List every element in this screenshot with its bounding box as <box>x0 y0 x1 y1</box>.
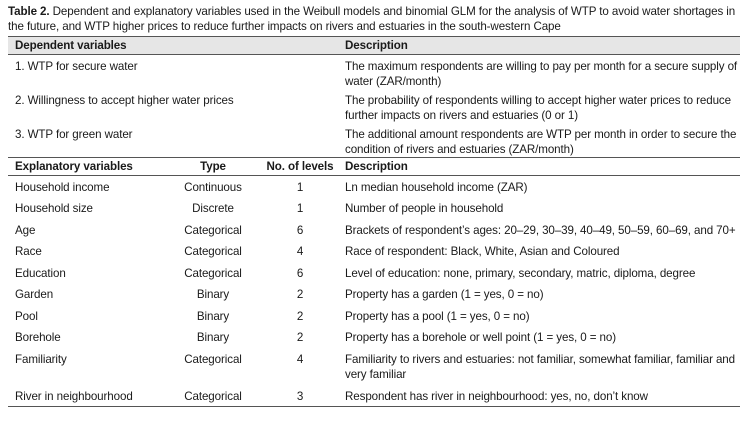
variable-cell: Familiarity <box>15 352 67 366</box>
levels-cell: 4 <box>296 245 304 258</box>
type-cell: Binary <box>196 288 230 301</box>
type-cell: Discrete <box>192 202 234 215</box>
variable-cell: Pool <box>15 309 38 323</box>
dependent-description-header: Description <box>339 37 740 55</box>
explanatory-header-row <box>8 158 740 176</box>
type-cell: Binary <box>196 309 230 323</box>
description-cell: Property has a garden (1 = yes, 0 = no) <box>345 288 544 301</box>
type-cell: Categorical <box>165 385 261 407</box>
dependent-variables-header: Dependent variables <box>8 37 339 55</box>
table-row <box>8 348 740 385</box>
variable-cell: Race <box>15 245 42 258</box>
table-row <box>8 219 740 241</box>
variable-cell: Garden <box>15 288 54 301</box>
dependent-variable: 2. Willingness to accept higher water prices <box>15 94 234 107</box>
type-cell: Binary <box>196 331 230 344</box>
description-cell: Race of respondent: Black, White, Asian and Coloured <box>345 245 620 258</box>
variable-cell: Education <box>15 266 66 280</box>
type-cell: Continuous <box>184 181 242 194</box>
description-cell: Ln median household income (ZAR) <box>345 181 528 194</box>
table-row <box>8 197 740 219</box>
dependent-description: The maximum respondents are willing to pay per month for a secure supply of water (ZAR/month) <box>345 60 738 88</box>
type-cell: Categorical <box>184 223 242 237</box>
variable-cell: Age <box>15 223 36 237</box>
table-row <box>8 305 740 327</box>
caption-text: Dependent and explanatory variables used in the Weibull models and binomial GLM for the analysis of WTP to avoid water shortages in the future, and WTP higher prices to reduce further impacts on rivers and estuaries in the south-western Cape <box>8 5 736 33</box>
variable-cell: Household size <box>15 202 93 215</box>
type-header: Type <box>165 158 261 176</box>
description-cell: Familiarity to rivers and estuaries: not familiar, somewhat familiar, familiar and very familiar <box>345 352 735 381</box>
dependent-variable: 1. WTP for secure water <box>15 60 138 73</box>
variable-cell: River in neighbourhood <box>8 385 165 407</box>
levels-cell: 2 <box>296 331 304 344</box>
table-row <box>8 262 740 284</box>
table-row <box>8 283 740 305</box>
explanatory-description-header: Description <box>339 158 740 176</box>
levels-cell: 2 <box>296 288 304 301</box>
levels-header: No. of levels <box>261 158 339 176</box>
dependent-row <box>8 89 740 123</box>
description-cell: Brackets of respondent’s ages: 20–29, 30–39, 40–49, 50–59, 60–69, and 70+ <box>345 223 736 237</box>
variables-table <box>8 36 740 407</box>
table-row <box>8 385 740 407</box>
dependent-header-row <box>8 37 740 55</box>
table-label: Table 2. <box>8 5 50 18</box>
description-cell: Respondent has river in neighbourhood: yes, no, don’t know <box>339 385 740 407</box>
description-cell: Number of people in household <box>345 202 504 215</box>
levels-cell: 6 <box>296 266 304 280</box>
dependent-row <box>8 123 740 158</box>
description-cell: Property has a pool (1 = yes, 0 = no) <box>345 309 530 323</box>
type-cell: Categorical <box>184 352 242 366</box>
table-caption <box>8 4 740 34</box>
type-cell: Categorical <box>184 266 242 280</box>
levels-cell: 4 <box>296 352 304 366</box>
table-row <box>8 176 740 198</box>
levels-cell: 2 <box>296 309 304 323</box>
description-cell: Level of education: none, primary, secondary, matric, diploma, degree <box>345 266 696 280</box>
dependent-variable: 3. WTP for green water <box>15 128 133 141</box>
variable-cell: Borehole <box>15 331 61 344</box>
dependent-description: The probability of respondents willing to accept higher water prices to reduce further impacts on rivers and estuaries (0 or 1) <box>345 94 731 122</box>
levels-cell: 1 <box>296 202 304 215</box>
levels-cell: 6 <box>296 223 304 237</box>
variable-cell: Household income <box>15 181 110 194</box>
dependent-row <box>8 55 740 90</box>
dependent-description: The additional amount respondents are WTP per month in order to secure the condition of rivers and estuaries (ZAR/month) <box>345 128 737 156</box>
levels-cell: 3 <box>261 385 339 407</box>
levels-cell: 1 <box>296 181 304 194</box>
description-cell: Property has a borehole or well point (1 = yes, 0 = no) <box>345 331 616 344</box>
table-row <box>8 326 740 348</box>
explanatory-variables-header: Explanatory variables <box>8 158 165 176</box>
type-cell: Categorical <box>184 245 242 258</box>
table-row <box>8 240 740 262</box>
